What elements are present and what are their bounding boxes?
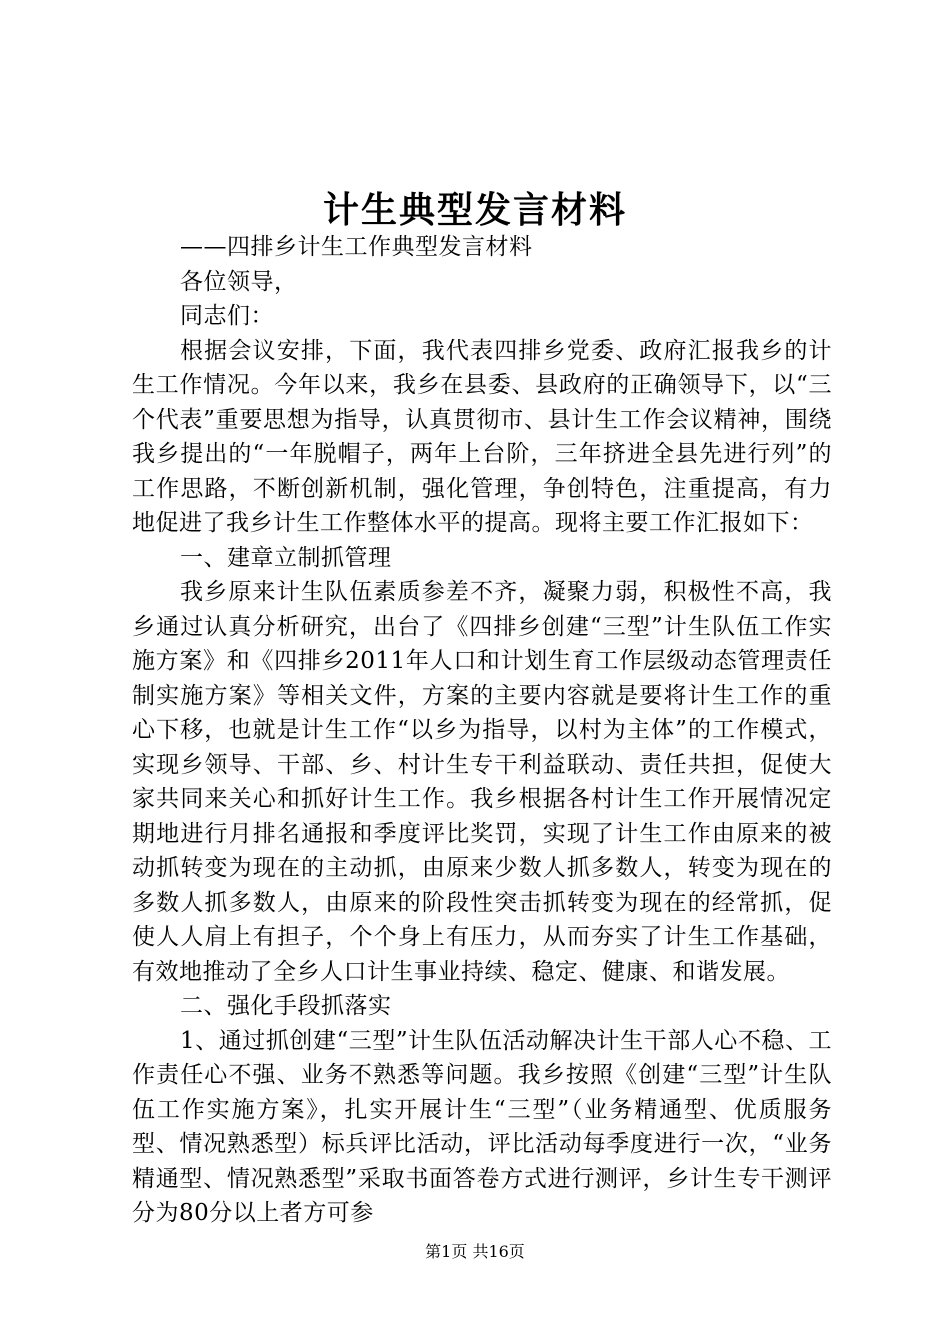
document-body (132, 230, 832, 1231)
salutation-paragraph: 各位领导， (180, 268, 298, 295)
section-heading: 一、建章立制抓管理 (180, 544, 392, 571)
subtitle-paragraph: ——四排乡计生工作典型发言材料 (180, 234, 533, 260)
salutation-paragraph: 同志们： (180, 303, 274, 329)
page-footer: 第1页 共16页 (425, 1242, 525, 1261)
body-paragraph: 我乡原来计生队伍素质参差不齐，凝聚力弱，积极性不高，我乡通过认真分析研究，出台了《四排乡创建“三型”计生队伍工作实施方案》和《四排乡2011年人口和计划生育工作层级动态管理责任制实施方案》等相关文件，方案的主要内容就是要将计生工作的重心下移，也就是计生工作“以乡为指导，以村为主体”的工作模式，实现乡领导、干部、乡、村计生专干利益联动、责任共担，促使大家共同来关心和抓好计生工作。我乡根据各村计生工作开展情况定期地进行月排名通报和季度评比奖罚，实现了计生工作由原来的被动抓转变为现在的主动抓，由原来少数人抓多数人，转变为现在的多数人抓多数人，由原来的阶段性突击抓转变为现在的经常抓，促使人人肩上有担子，个个身上有压力，从而夯实了计生工作基础，有效地推动了全乡人口计生事业持续、稳定、健康、和谐发展。 (132, 579, 832, 985)
document-title: 计生典型发言材料 (322, 189, 627, 231)
section-heading: 二、强化手段抓落实 (180, 993, 392, 1019)
body-paragraph: 根据会议安排，下面，我代表四排乡党委、政府汇报我乡的计生工作情况。今年以来，我乡在县委、县政府的正确领导下，以“三个代表”重要思想为指导，认真贯彻市、县计生工作会议精神，围绕我乡提出的“一年脱帽子，两年上台阶，三年挤进全县先进行列”的工作思路，不断创新机制，强化管理，争创特色，注重提高，有力地促进了我乡计生工作整体水平的提高。现将主要工作汇报如下： (132, 337, 832, 536)
body-paragraph: 1、通过抓创建“三型”计生队伍活动解决计生干部人心不稳、工作责任心不强、业务不熟悉等问题。我乡按照《创建“三型”计生队伍工作实施方案》，扎实开展计生“三型”（业务精通型、优质服务型、情况熟悉型）标兵评比活动，评比活动每季度进行一次，“业务精通型、情况熟悉型”采取书面答卷方式进行测评，乡计生专干测评分为80分以上者方可参 (132, 1027, 832, 1226)
